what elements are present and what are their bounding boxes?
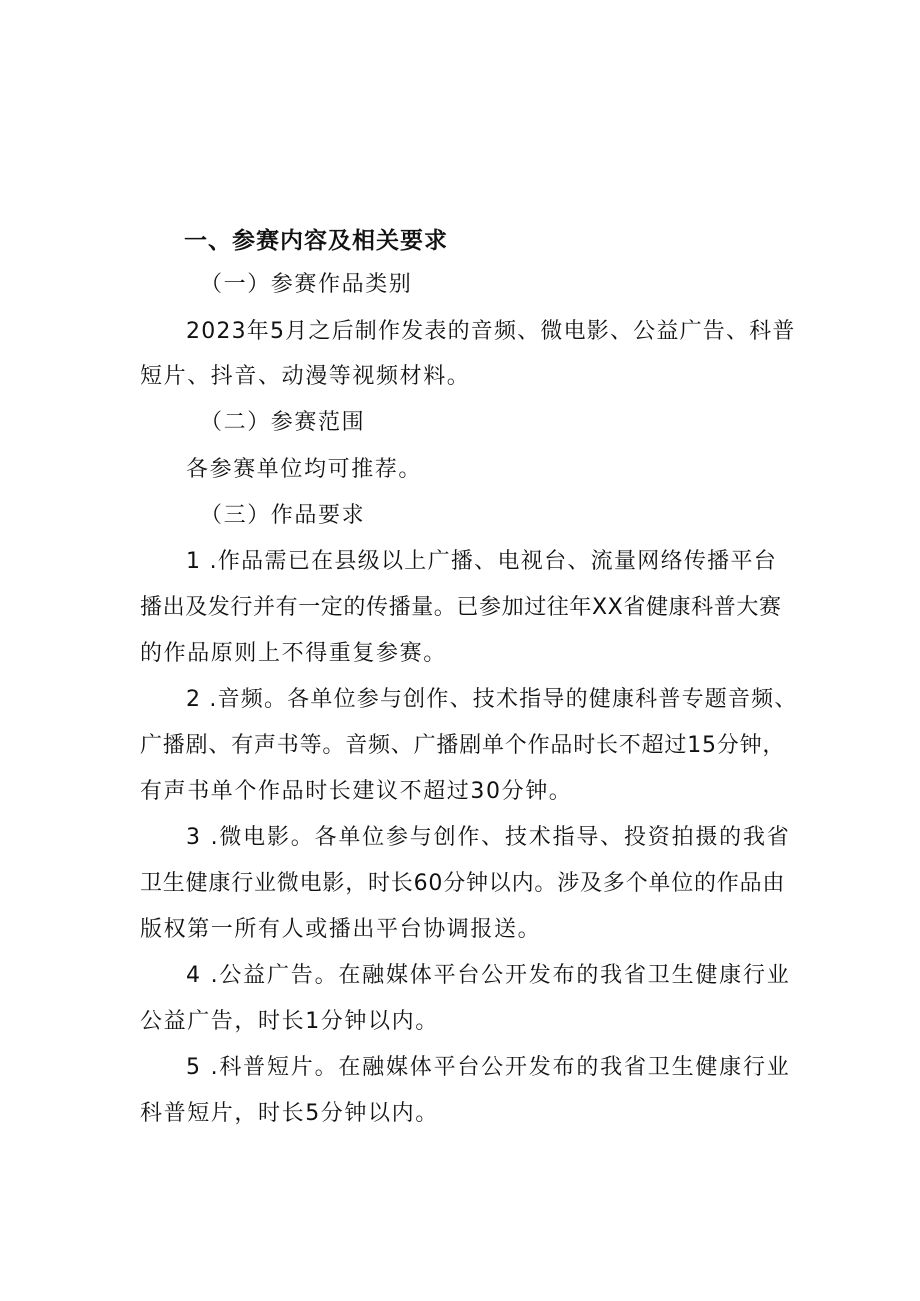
subsection-title-scope: （二）参赛范围 <box>200 410 366 435</box>
list-item-line: 的作品原则上不得重复参赛。 <box>140 641 447 666</box>
paragraph-line: 短片、抖音、动漫等视频材料。 <box>140 364 471 389</box>
paragraph-line: 2023年5月之后制作发表的音频、微电影、公益广告、科普 <box>186 319 796 344</box>
list-item-line: 科普短片，时长5分钟以内。 <box>140 1101 439 1126</box>
list-item-line: 广播剧、有声书等。音频、广播剧单个作品时长不超过15分钟， <box>140 733 786 758</box>
list-item-line: 播出及发行并有一定的传播量。已参加过往年XX省健康科普大赛 <box>140 595 782 620</box>
list-item-line: 1 .作品需已在县级以上广播、电视台、流量网络传播平台 <box>186 549 778 574</box>
list-item-line: 5 .科普短片。在融媒体平台公开发布的我省卫生健康行业 <box>186 1055 791 1080</box>
subsection-title-requirements: （三）作品要求 <box>200 503 366 528</box>
list-item-line: 公益广告，时长1分钟以内。 <box>140 1009 439 1034</box>
list-item-line: 有声书单个作品时长建议不超过30分钟。 <box>140 779 573 804</box>
list-item-line: 4 .公益广告。在融媒体平台公开发布的我省卫生健康行业 <box>186 963 791 988</box>
list-item-line: 版权第一所有人或播出平台协调报送。 <box>140 917 542 942</box>
list-item-line: 3 .微电影。各单位参与创作、技术指导、投资拍摄的我省 <box>186 825 791 850</box>
list-item-line: 卫生健康行业微电影，时长60分钟以内。涉及多个单位的作品由 <box>140 871 786 896</box>
section-title: 一、参赛内容及相关要求 <box>184 228 448 254</box>
list-item-line: 2 .音频。各单位参与创作、技术指导的健康科普专题音频、 <box>186 687 798 712</box>
paragraph-line: 各参赛单位均可推荐。 <box>186 457 423 482</box>
subsection-title-category: （一）参赛作品类别 <box>200 272 413 297</box>
